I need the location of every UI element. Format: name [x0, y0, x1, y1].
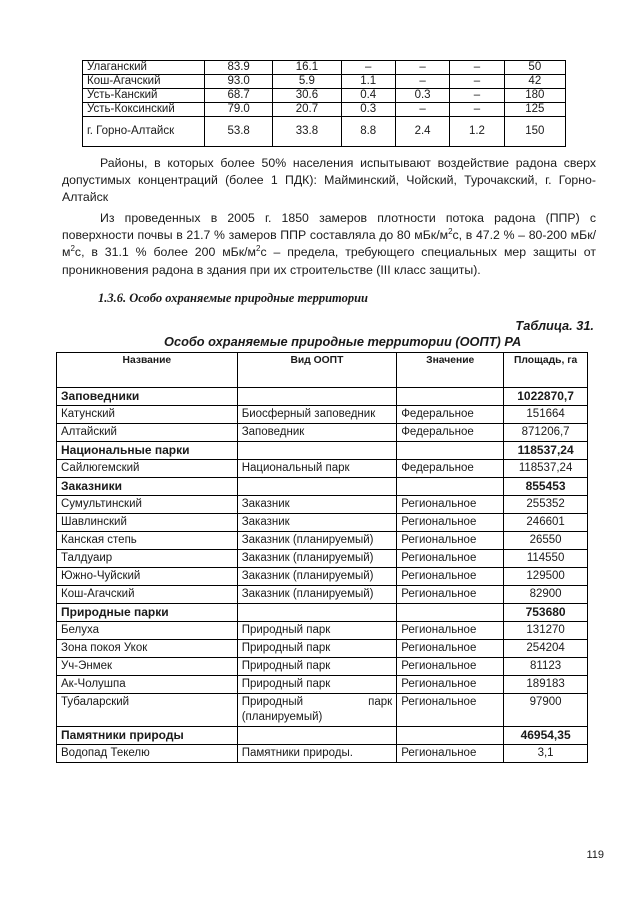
area-type-cell: Заказник	[237, 496, 397, 514]
area-status-cell: Региональное	[397, 514, 504, 532]
area-size-cell: 118537,24	[504, 460, 588, 478]
area-name-cell: Национальные парки	[57, 442, 238, 460]
district-name-cell: Улаганский	[83, 61, 205, 75]
district-name-cell: Кош-Агачский	[83, 75, 205, 89]
area-type-cell	[237, 604, 397, 622]
area-type-cell: Заповедник	[237, 424, 397, 442]
area-status-cell	[397, 442, 504, 460]
area-size-cell: 855453	[504, 478, 588, 496]
area-size-cell: 97900	[504, 694, 588, 727]
value-cell: –	[341, 61, 395, 75]
area-type-cell	[237, 442, 397, 460]
area-type-cell: Биосферный заповедник	[237, 406, 397, 424]
area-status-cell: Региональное	[397, 550, 504, 568]
value-cell: 0.3	[395, 89, 449, 103]
table-header-row	[57, 353, 588, 388]
area-size-cell: 46954,35	[504, 727, 588, 745]
value-cell: 180	[504, 89, 565, 103]
header-status: Значение	[397, 353, 504, 388]
area-type-cell: Заказник	[237, 514, 397, 532]
area-name-cell: Сумультинский	[57, 496, 238, 514]
value-cell: 2.4	[395, 117, 449, 147]
value-cell: –	[395, 103, 449, 117]
radon-table	[82, 60, 566, 147]
area-name-cell: Ак-Чолушпа	[57, 676, 238, 694]
table-row	[57, 514, 588, 532]
area-size-cell: 255352	[504, 496, 588, 514]
value-cell: –	[395, 75, 449, 89]
area-size-cell: 151664	[504, 406, 588, 424]
paragraph-text: с – предела, требующего специальных мер защиты от проникновения радона в здания при их строительстве (III класс защиты).	[62, 245, 596, 277]
value-cell: 0.3	[341, 103, 395, 117]
area-type-cell: Природный парк	[237, 658, 397, 676]
area-name-cell: Уч-Энмек	[57, 658, 238, 676]
value-cell: 53.8	[205, 117, 273, 147]
area-type-cell: Заказник (планируемый)	[237, 550, 397, 568]
table-row	[83, 75, 566, 89]
table-row	[57, 406, 588, 424]
value-cell: –	[450, 75, 504, 89]
value-cell: 16.1	[273, 61, 341, 75]
district-name-cell: г. Горно-Алтайск	[83, 117, 205, 147]
table-row	[83, 89, 566, 103]
area-name-cell: Кош-Агачский	[57, 586, 238, 604]
area-size-cell: 254204	[504, 640, 588, 658]
area-name-cell: Природные парки	[57, 604, 238, 622]
area-name-cell: Заказники	[57, 478, 238, 496]
header-type: Вид ООПТ	[237, 353, 397, 388]
table-row	[57, 532, 588, 550]
table-group-row	[57, 604, 588, 622]
value-cell: 83.9	[205, 61, 273, 75]
table-group-row	[57, 442, 588, 460]
table-row	[57, 568, 588, 586]
value-cell: 5.9	[273, 75, 341, 89]
area-type-cell: Природный парк	[237, 676, 397, 694]
area-status-cell: Региональное	[397, 676, 504, 694]
paragraph-radon-districts	[62, 155, 596, 207]
area-name-cell: Южно-Чуйский	[57, 568, 238, 586]
area-status-cell: Региональное	[397, 568, 504, 586]
area-type-cell: Заказник (планируемый)	[237, 568, 397, 586]
table-row	[83, 117, 566, 147]
area-name-cell: Водопад Текелю	[57, 745, 238, 763]
header-name: Название	[57, 353, 238, 388]
area-type-cell	[237, 388, 397, 406]
superscript: 2	[256, 244, 261, 254]
area-name-cell: Белуха	[57, 622, 238, 640]
value-cell: 125	[504, 103, 565, 117]
table-row	[83, 103, 566, 117]
area-name-cell: Катунский	[57, 406, 238, 424]
table-row	[57, 550, 588, 568]
paragraph-text: Районы, в которых более 50% населения испытывают воздействие радона сверх допустимых концентраций (более 1 ПДК): Майминский, Чойский, Турочакский, г. Горно-Алтайск	[62, 156, 596, 205]
protected-areas-table	[56, 352, 588, 763]
area-size-cell: 246601	[504, 514, 588, 532]
area-status-cell: Региональное	[397, 694, 504, 727]
area-name-cell: Тубаларский	[57, 694, 238, 727]
value-cell: 79.0	[205, 103, 273, 117]
area-size-cell: 3,1	[504, 745, 588, 763]
value-cell: 20.7	[273, 103, 341, 117]
area-status-cell: Региональное	[397, 658, 504, 676]
table-title: Особо охраняемые природные территории (ООПТ) РА	[164, 334, 522, 349]
area-type-cell	[237, 727, 397, 745]
header-area: Площадь, га	[504, 353, 588, 388]
area-type-cell: Природный парк (планируемый)	[237, 694, 397, 727]
value-cell: 8.8	[341, 117, 395, 147]
superscript: 2	[448, 227, 453, 237]
section-heading: 1.3.6. Особо охраняемые природные территории	[98, 291, 368, 305]
area-status-cell: Региональное	[397, 532, 504, 550]
table-row	[57, 676, 588, 694]
paragraph-radon-measurements	[62, 210, 596, 279]
table-row	[57, 640, 588, 658]
area-name-cell: Шавлинский	[57, 514, 238, 532]
district-name-cell: Усть-Канский	[83, 89, 205, 103]
area-size-cell: 114550	[504, 550, 588, 568]
area-status-cell	[397, 727, 504, 745]
area-size-cell: 82900	[504, 586, 588, 604]
area-type-cell: Памятники природы.	[237, 745, 397, 763]
paragraph-text: Из проведенных в 2005 г. 1850 замеров плотности потока радона (ППР) с поверхности почвы в 21.7 % замеров ППР составляла до 80 мБк/м	[62, 211, 596, 243]
table-row	[57, 586, 588, 604]
table-row	[57, 622, 588, 640]
area-name-cell: Талдуаир	[57, 550, 238, 568]
area-size-cell: 189183	[504, 676, 588, 694]
area-name-cell: Сайлюгемский	[57, 460, 238, 478]
paragraph-text: с, в 31.1 % более 200 мБк/м	[74, 245, 256, 260]
area-status-cell: Региональное	[397, 640, 504, 658]
value-cell: –	[395, 61, 449, 75]
value-cell: 68.7	[205, 89, 273, 103]
paragraph-text: с, в 47.2 % – 80-200 мБк/м	[62, 228, 596, 260]
area-status-cell: Федеральное	[397, 406, 504, 424]
table-row	[57, 745, 588, 763]
value-cell: 30.6	[273, 89, 341, 103]
area-type-cell: Национальный парк	[237, 460, 397, 478]
area-type-cell: Заказник (планируемый)	[237, 586, 397, 604]
value-cell: 42	[504, 75, 565, 89]
area-status-cell	[397, 478, 504, 496]
table-group-row	[57, 388, 588, 406]
value-cell: –	[450, 89, 504, 103]
table-group-row	[57, 478, 588, 496]
district-name-cell: Усть-Коксинский	[83, 103, 205, 117]
area-size-cell: 26550	[504, 532, 588, 550]
table-row	[57, 460, 588, 478]
page-number: 119	[586, 849, 604, 861]
table-row	[57, 424, 588, 442]
area-name-cell: Памятники природы	[57, 727, 238, 745]
area-size-cell: 81123	[504, 658, 588, 676]
value-cell: 0.4	[341, 89, 395, 103]
area-status-cell: Региональное	[397, 496, 504, 514]
table-row	[57, 658, 588, 676]
area-size-cell: 1022870,7	[504, 388, 588, 406]
area-status-cell	[397, 604, 504, 622]
area-status-cell: Федеральное	[397, 460, 504, 478]
table-number: Таблица. 31.	[515, 318, 594, 333]
area-name-cell: Зона покоя Укок	[57, 640, 238, 658]
value-cell: 150	[504, 117, 565, 147]
area-size-cell: 871206,7	[504, 424, 588, 442]
area-status-cell	[397, 388, 504, 406]
area-status-cell: Региональное	[397, 622, 504, 640]
area-type-cell: Заказник (планируемый)	[237, 532, 397, 550]
value-cell: 93.0	[205, 75, 273, 89]
area-status-cell: Федеральное	[397, 424, 504, 442]
table-row	[83, 61, 566, 75]
area-size-cell: 131270	[504, 622, 588, 640]
area-name-cell: Заповедники	[57, 388, 238, 406]
value-cell: –	[450, 103, 504, 117]
value-cell: 33.8	[273, 117, 341, 147]
area-name-cell: Алтайский	[57, 424, 238, 442]
area-type-cell: Природный парк	[237, 640, 397, 658]
area-type-cell	[237, 478, 397, 496]
area-status-cell: Региональное	[397, 745, 504, 763]
table-row	[57, 694, 588, 727]
superscript: 2	[70, 244, 75, 254]
table-row	[57, 496, 588, 514]
area-name-cell: Канская степь	[57, 532, 238, 550]
value-cell: 1.1	[341, 75, 395, 89]
area-status-cell: Региональное	[397, 586, 504, 604]
area-size-cell: 118537,24	[504, 442, 588, 460]
value-cell: –	[450, 61, 504, 75]
area-size-cell: 753680	[504, 604, 588, 622]
area-type-cell: Природный парк	[237, 622, 397, 640]
value-cell: 1.2	[450, 117, 504, 147]
area-size-cell: 129500	[504, 568, 588, 586]
table-group-row	[57, 727, 588, 745]
value-cell: 50	[504, 61, 565, 75]
